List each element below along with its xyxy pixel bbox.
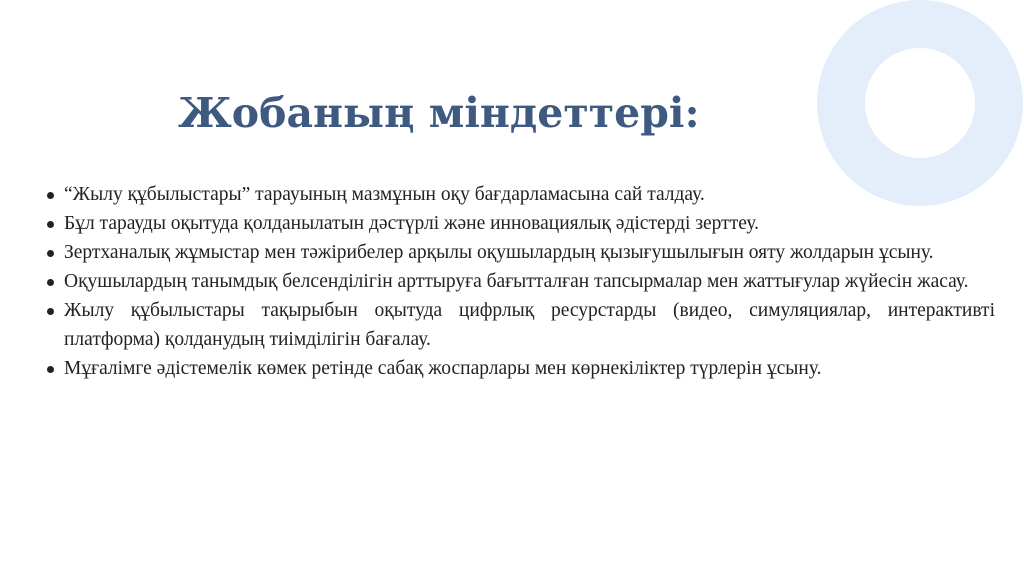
bullet-dot-icon	[47, 250, 54, 257]
bullet-text: Оқушылардың танымдық белсенділігін арттыруға бағытталған тапсырмалар мен жаттығулар жүйесін жасау.	[64, 271, 969, 292]
bullet-text: Жылу құбылыстары тақырыбын оқытуда цифрлық ресурстарды (видео, симуляциялар, интерактивті платформа) қолданудың тиімділігін бағалау.	[64, 300, 995, 350]
bullet-dot-icon	[47, 221, 54, 228]
bullet-dot-icon	[47, 308, 54, 315]
ring-decoration	[817, 0, 1023, 206]
bullet-dot-icon	[47, 366, 54, 373]
bullet-item	[30, 354, 995, 383]
bullet-item	[30, 296, 995, 354]
bullet-text: “Жылу құбылыстары” тарауының мазмұнын оқу бағдарламасына сай талдау.	[64, 184, 705, 205]
bullet-text: Мұғалімге әдістемелік көмек ретінде сабақ жоспарлары мен көрнекіліктер түрлерін ұсыну.	[64, 358, 822, 379]
bullet-item	[30, 209, 995, 238]
bullet-item	[30, 267, 995, 296]
bullet-dot-icon	[47, 192, 54, 199]
bullet-dot-icon	[47, 279, 54, 286]
bullet-item	[30, 180, 995, 209]
bullet-item	[30, 238, 995, 267]
bullet-text: Зертханалық жұмыстар мен тәжірибелер арқылы оқушылардың қызығушылығын ояту жолдарын ұсыну.	[64, 242, 934, 263]
bullet-text: Бұл тарауды оқытуда қолданылатын дәстүрлі және инновациялық әдістерді зерттеу.	[64, 213, 760, 234]
bullet-list	[30, 180, 995, 383]
slide-title: Жобаның міндеттері:	[178, 89, 700, 137]
